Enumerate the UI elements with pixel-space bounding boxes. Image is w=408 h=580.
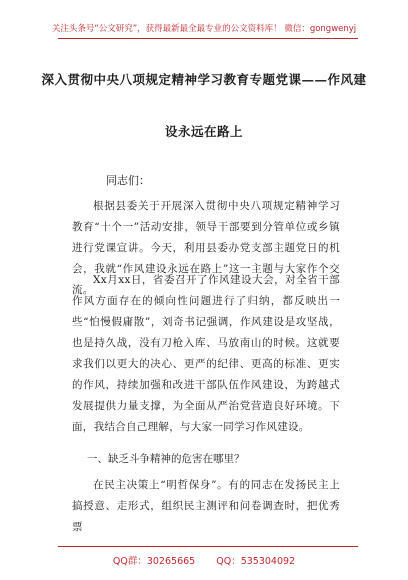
header-divider — [58, 38, 358, 39]
footer — [0, 553, 408, 567]
footer-qq-contact: QQ：535304092 — [216, 556, 296, 567]
paragraph-2-text: Xx月xx日，省委召开了作风建设大会，对全省干部作风方面存在的倾向性问题进行了归纳，都反映出一些“怕慢假庸散”，刘奇书记强调，作风建设是攻坚战，也是持久战，没有刀枪入库、马放南山的时候。这就要求我们以更大的决心、更严的纪律、更高的标准、更实的作风，持续加强和改进干部队伍作风建设，为跨越式发展提供力量支撑，为全面从严治党营造良好环境。下面，我结合自己理解，与大家一同学习作风建设。 — [72, 274, 340, 433]
paragraph-1-text: 根据县委关于开展深入贯彻中央八项规定精神学习教育“十个一”活动安排，领导干部要到分管单位或乡镇进行党课宣讲。今天，利用县委办党支部主题党日的机会，我就“作风建设永远在路上”这一主题与大家作个交流。 — [72, 200, 340, 296]
document-title-line2: 设永远在路上 — [164, 124, 243, 139]
paragraph-2 — [72, 270, 340, 438]
paragraph-3 — [72, 475, 340, 538]
header-banner: 关注头条号“公文研究”，获得最新最全最专业的公文资料库！ 微信：gongwenyj — [51, 24, 357, 34]
footer-qq-group: QQ群：30265665 — [112, 556, 196, 567]
salutation: 同志们： — [106, 174, 150, 187]
section-heading-1: 一、缺乏斗争精神的危害在哪里？ — [87, 453, 245, 465]
paragraph-3-text: 在民主决策上“明哲保身”。有的同志在发扬民主上搞授意、走形式，组织民主测评和问卷调查时，把优秀票 — [72, 479, 340, 533]
footer-divider — [58, 546, 358, 547]
document-title-line1: 深入贯彻中央八项规定精神学习教育专题党课——作风建 — [41, 72, 367, 87]
